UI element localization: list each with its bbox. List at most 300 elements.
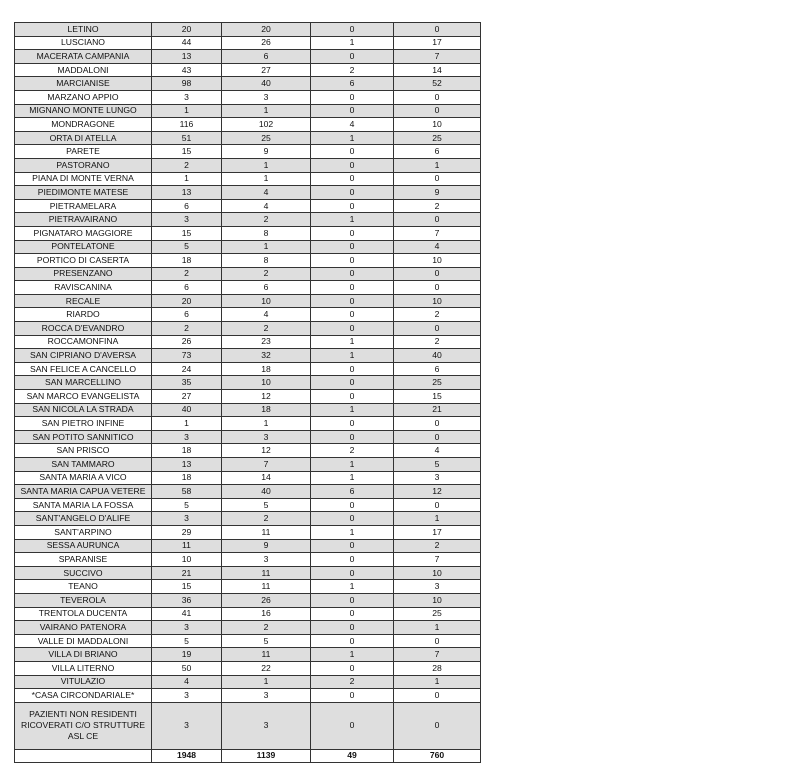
value-cell-3: 0 [311,199,394,213]
value-cell-2: 3 [222,702,311,749]
table-row [15,580,481,594]
value-cell-3: 2 [311,444,394,458]
table-row [15,648,481,662]
value-cell-1: 19 [152,648,222,662]
comune-cell: RIARDO [15,308,152,322]
value-cell-3: 0 [311,226,394,240]
table-row [15,213,481,227]
comune-cell: PASTORANO [15,158,152,172]
value-cell-1: 5 [152,634,222,648]
value-cell-1: 6 [152,199,222,213]
comune-cell: PIEDIMONTE MATESE [15,186,152,200]
table-row [15,525,481,539]
comune-cell: SAN NICOLA LA STRADA [15,403,152,417]
comune-cell: RECALE [15,294,152,308]
comune-cell: RAVISCANINA [15,281,152,295]
value-cell-1: 13 [152,50,222,64]
value-cell-1: 3 [152,430,222,444]
value-cell-1: 15 [152,226,222,240]
value-cell-1: 15 [152,145,222,159]
table-row [15,118,481,132]
value-cell-4: 7 [394,226,481,240]
comune-cell: PONTELATONE [15,240,152,254]
value-cell-2: 2 [222,213,311,227]
comune-cell: SAN FELICE A CANCELLO [15,362,152,376]
value-cell-2: 8 [222,226,311,240]
table-row [15,362,481,376]
value-cell-4: 15 [394,390,481,404]
table-row [15,607,481,621]
table-row [15,689,481,703]
value-cell-3: 0 [311,294,394,308]
value-cell-4: 0 [394,634,481,648]
total-label-cell [15,749,152,763]
table-row [15,63,481,77]
value-cell-1: 1 [152,172,222,186]
value-cell-4: 0 [394,281,481,295]
value-cell-3: 0 [311,50,394,64]
value-cell-4: 4 [394,240,481,254]
value-cell-3: 0 [311,90,394,104]
value-cell-2: 18 [222,362,311,376]
value-cell-2: 5 [222,498,311,512]
total-cell-2: 1139 [222,749,311,763]
table-row [15,104,481,118]
value-cell-2: 26 [222,36,311,50]
value-cell-2: 9 [222,145,311,159]
value-cell-1: 11 [152,539,222,553]
table-row [15,145,481,159]
value-cell-3: 0 [311,158,394,172]
comune-cell: SANTA MARIA A VICO [15,471,152,485]
value-cell-3: 0 [311,593,394,607]
value-cell-2: 9 [222,539,311,553]
comune-cell: PIANA DI MONTE VERNA [15,172,152,186]
comune-cell: SANT'ANGELO D'ALIFE [15,512,152,526]
value-cell-3: 0 [311,172,394,186]
value-cell-3: 0 [311,390,394,404]
comune-cell: SANTA MARIA CAPUA VETERE [15,485,152,499]
table-row [15,485,481,499]
table-row [15,36,481,50]
value-cell-3: 1 [311,131,394,145]
value-cell-2: 23 [222,335,311,349]
value-cell-2: 6 [222,281,311,295]
value-cell-1: 13 [152,458,222,472]
table-row [15,430,481,444]
comune-cell: MACERATA CAMPANIA [15,50,152,64]
comune-cell: MARZANO APPIO [15,90,152,104]
value-cell-2: 14 [222,471,311,485]
comune-cell: SAN POTITO SANNITICO [15,430,152,444]
value-cell-1: 10 [152,553,222,567]
value-cell-4: 9 [394,186,481,200]
value-cell-1: 50 [152,661,222,675]
value-cell-3: 6 [311,485,394,499]
value-cell-2: 11 [222,580,311,594]
table-row [15,131,481,145]
value-cell-2: 18 [222,403,311,417]
value-cell-4: 0 [394,172,481,186]
value-cell-2: 4 [222,186,311,200]
value-cell-3: 1 [311,335,394,349]
value-cell-4: 0 [394,417,481,431]
value-cell-1: 1 [152,417,222,431]
value-cell-1: 5 [152,240,222,254]
value-cell-4: 0 [394,104,481,118]
value-cell-4: 6 [394,145,481,159]
table-row [15,634,481,648]
value-cell-2: 7 [222,458,311,472]
table-row [15,498,481,512]
comune-cell: ROCCAMONFINA [15,335,152,349]
value-cell-4: 25 [394,607,481,621]
table-row [15,702,481,749]
total-cell-3: 49 [311,749,394,763]
value-cell-1: 27 [152,390,222,404]
value-cell-2: 40 [222,77,311,91]
comune-cell: SAN MARCELLINO [15,376,152,390]
value-cell-3: 0 [311,145,394,159]
comune-cell: VILLA LITERNO [15,661,152,675]
value-cell-1: 5 [152,498,222,512]
value-cell-3: 1 [311,580,394,594]
value-cell-3: 1 [311,36,394,50]
table-row [15,390,481,404]
value-cell-4: 0 [394,430,481,444]
table-row [15,50,481,64]
table-row [15,471,481,485]
value-cell-4: 2 [394,199,481,213]
table-row [15,403,481,417]
value-cell-1: 18 [152,444,222,458]
value-cell-2: 4 [222,308,311,322]
table-row [15,593,481,607]
value-cell-1: 2 [152,322,222,336]
value-cell-4: 0 [394,322,481,336]
comune-cell: SAN PIETRO INFINE [15,417,152,431]
value-cell-4: 0 [394,689,481,703]
table-row [15,675,481,689]
value-cell-2: 22 [222,661,311,675]
comune-cell: SAN TAMMARO [15,458,152,472]
value-cell-2: 27 [222,63,311,77]
value-cell-4: 0 [394,702,481,749]
value-cell-2: 25 [222,131,311,145]
value-cell-1: 13 [152,186,222,200]
table-row [15,512,481,526]
value-cell-3: 0 [311,661,394,675]
comune-cell: SAN CIPRIANO D'AVERSA [15,349,152,363]
comune-cell: VAIRANO PATENORA [15,621,152,635]
value-cell-4: 12 [394,485,481,499]
value-cell-4: 2 [394,539,481,553]
value-cell-4: 10 [394,294,481,308]
table-row [15,335,481,349]
value-cell-1: 2 [152,267,222,281]
value-cell-4: 21 [394,403,481,417]
value-cell-2: 1 [222,104,311,118]
total-cell-4: 760 [394,749,481,763]
comune-cell: PIETRAMELARA [15,199,152,213]
value-cell-4: 0 [394,498,481,512]
value-cell-3: 2 [311,675,394,689]
value-cell-2: 12 [222,444,311,458]
value-cell-3: 0 [311,512,394,526]
table-row [15,77,481,91]
table-row [15,294,481,308]
comune-cell: TEANO [15,580,152,594]
value-cell-3: 1 [311,471,394,485]
value-cell-2: 12 [222,390,311,404]
table-row [15,172,481,186]
value-cell-4: 25 [394,131,481,145]
value-cell-3: 1 [311,349,394,363]
value-cell-2: 3 [222,689,311,703]
value-cell-1: 26 [152,335,222,349]
value-cell-1: 24 [152,362,222,376]
comune-cell: TEVEROLA [15,593,152,607]
comune-cell: SAN PRISCO [15,444,152,458]
comune-cell: *CASA CIRCONDARIALE* [15,689,152,703]
value-cell-1: 3 [152,512,222,526]
value-cell-4: 0 [394,90,481,104]
comune-cell: MONDRAGONE [15,118,152,132]
value-cell-2: 2 [222,512,311,526]
value-cell-3: 1 [311,458,394,472]
value-cell-3: 0 [311,104,394,118]
value-cell-3: 0 [311,498,394,512]
data-table [14,22,481,763]
table-row [15,267,481,281]
comune-cell: TRENTOLA DUCENTA [15,607,152,621]
value-cell-3: 0 [311,254,394,268]
value-cell-2: 10 [222,294,311,308]
value-cell-3: 1 [311,648,394,662]
value-cell-2: 20 [222,23,311,37]
table-row [15,186,481,200]
value-cell-3: 4 [311,118,394,132]
value-cell-4: 6 [394,362,481,376]
table-row [15,308,481,322]
value-cell-1: 116 [152,118,222,132]
table-row [15,417,481,431]
value-cell-1: 3 [152,689,222,703]
value-cell-4: 3 [394,471,481,485]
comune-cell: SUCCIVO [15,566,152,580]
value-cell-1: 4 [152,675,222,689]
value-cell-1: 15 [152,580,222,594]
comune-cell: VITULAZIO [15,675,152,689]
value-cell-4: 7 [394,50,481,64]
value-cell-1: 20 [152,294,222,308]
value-cell-1: 73 [152,349,222,363]
table-row [15,661,481,675]
comune-cell: PAZIENTI NON RESIDENTI RICOVERATI C/O STRUTTURE ASL CE [15,702,152,749]
table-row [15,553,481,567]
value-cell-4: 1 [394,158,481,172]
table-row [15,566,481,580]
comune-cell: MIGNANO MONTE LUNGO [15,104,152,118]
value-cell-2: 1 [222,417,311,431]
table-row [15,281,481,295]
comune-cell: MARCIANISE [15,77,152,91]
value-cell-4: 10 [394,118,481,132]
value-cell-4: 7 [394,553,481,567]
value-cell-2: 16 [222,607,311,621]
value-cell-4: 0 [394,23,481,37]
table-row [15,199,481,213]
value-cell-4: 1 [394,512,481,526]
value-cell-1: 1 [152,104,222,118]
value-cell-1: 2 [152,158,222,172]
table-row [15,226,481,240]
table-row [15,621,481,635]
value-cell-3: 0 [311,566,394,580]
table-row [15,322,481,336]
value-cell-1: 98 [152,77,222,91]
value-cell-3: 0 [311,186,394,200]
value-cell-2: 4 [222,199,311,213]
comune-cell: VILLA DI BRIANO [15,648,152,662]
value-cell-1: 3 [152,213,222,227]
value-cell-3: 6 [311,77,394,91]
comune-cell: ROCCA D'EVANDRO [15,322,152,336]
comune-cell: SANTA MARIA LA FOSSA [15,498,152,512]
comune-cell: SPARANISE [15,553,152,567]
table-row [15,458,481,472]
value-cell-1: 51 [152,131,222,145]
value-cell-2: 11 [222,566,311,580]
value-cell-2: 32 [222,349,311,363]
comune-cell: SESSA AURUNCA [15,539,152,553]
value-cell-1: 6 [152,281,222,295]
value-cell-4: 14 [394,63,481,77]
value-cell-3: 0 [311,376,394,390]
value-cell-1: 43 [152,63,222,77]
value-cell-3: 0 [311,430,394,444]
value-cell-2: 5 [222,634,311,648]
value-cell-2: 2 [222,267,311,281]
value-cell-4: 10 [394,593,481,607]
comune-cell: SAN MARCO EVANGELISTA [15,390,152,404]
comune-cell: VALLE DI MADDALONI [15,634,152,648]
comune-cell: LETINO [15,23,152,37]
comune-cell: LUSCIANO [15,36,152,50]
value-cell-3: 0 [311,607,394,621]
value-cell-4: 0 [394,267,481,281]
value-cell-2: 8 [222,254,311,268]
comune-cell: SANT'ARPINO [15,525,152,539]
value-cell-2: 11 [222,648,311,662]
value-cell-2: 40 [222,485,311,499]
value-cell-2: 3 [222,553,311,567]
value-cell-1: 3 [152,90,222,104]
value-cell-3: 0 [311,267,394,281]
value-cell-4: 1 [394,621,481,635]
value-cell-2: 26 [222,593,311,607]
value-cell-1: 40 [152,403,222,417]
value-cell-1: 3 [152,621,222,635]
value-cell-1: 20 [152,23,222,37]
value-cell-3: 0 [311,23,394,37]
value-cell-4: 17 [394,525,481,539]
comune-cell: PORTICO DI CASERTA [15,254,152,268]
value-cell-4: 2 [394,335,481,349]
value-cell-4: 28 [394,661,481,675]
value-cell-4: 10 [394,254,481,268]
value-cell-1: 21 [152,566,222,580]
value-cell-1: 58 [152,485,222,499]
value-cell-2: 3 [222,430,311,444]
value-cell-2: 2 [222,322,311,336]
value-cell-2: 10 [222,376,311,390]
value-cell-2: 1 [222,172,311,186]
comune-cell: MADDALONI [15,63,152,77]
table-row [15,349,481,363]
table-body [15,23,481,763]
table-row [15,90,481,104]
comune-cell: PIETRAVAIRANO [15,213,152,227]
value-cell-2: 102 [222,118,311,132]
value-cell-1: 6 [152,308,222,322]
value-cell-4: 4 [394,444,481,458]
value-cell-1: 44 [152,36,222,50]
value-cell-1: 3 [152,702,222,749]
value-cell-1: 41 [152,607,222,621]
value-cell-3: 0 [311,634,394,648]
value-cell-3: 0 [311,553,394,567]
value-cell-3: 1 [311,525,394,539]
value-cell-3: 1 [311,403,394,417]
value-cell-4: 3 [394,580,481,594]
table-row [15,240,481,254]
value-cell-3: 0 [311,621,394,635]
value-cell-3: 1 [311,213,394,227]
value-cell-1: 18 [152,254,222,268]
value-cell-3: 0 [311,689,394,703]
total-cell-1: 1948 [152,749,222,763]
value-cell-1: 29 [152,525,222,539]
value-cell-2: 11 [222,525,311,539]
value-cell-4: 40 [394,349,481,363]
value-cell-4: 7 [394,648,481,662]
value-cell-4: 5 [394,458,481,472]
value-cell-3: 0 [311,281,394,295]
value-cell-4: 1 [394,675,481,689]
value-cell-2: 2 [222,621,311,635]
value-cell-1: 18 [152,471,222,485]
table-row [15,376,481,390]
value-cell-3: 0 [311,417,394,431]
value-cell-2: 1 [222,675,311,689]
value-cell-3: 0 [311,702,394,749]
total-row [15,749,481,763]
value-cell-4: 10 [394,566,481,580]
value-cell-2: 1 [222,240,311,254]
value-cell-3: 2 [311,63,394,77]
comune-cell: PRESENZANO [15,267,152,281]
comune-cell: PARETE [15,145,152,159]
value-cell-3: 0 [311,362,394,376]
value-cell-4: 0 [394,213,481,227]
comune-cell: PIGNATARO MAGGIORE [15,226,152,240]
value-cell-2: 1 [222,158,311,172]
value-cell-3: 0 [311,322,394,336]
value-cell-3: 0 [311,308,394,322]
value-cell-2: 6 [222,50,311,64]
value-cell-4: 25 [394,376,481,390]
